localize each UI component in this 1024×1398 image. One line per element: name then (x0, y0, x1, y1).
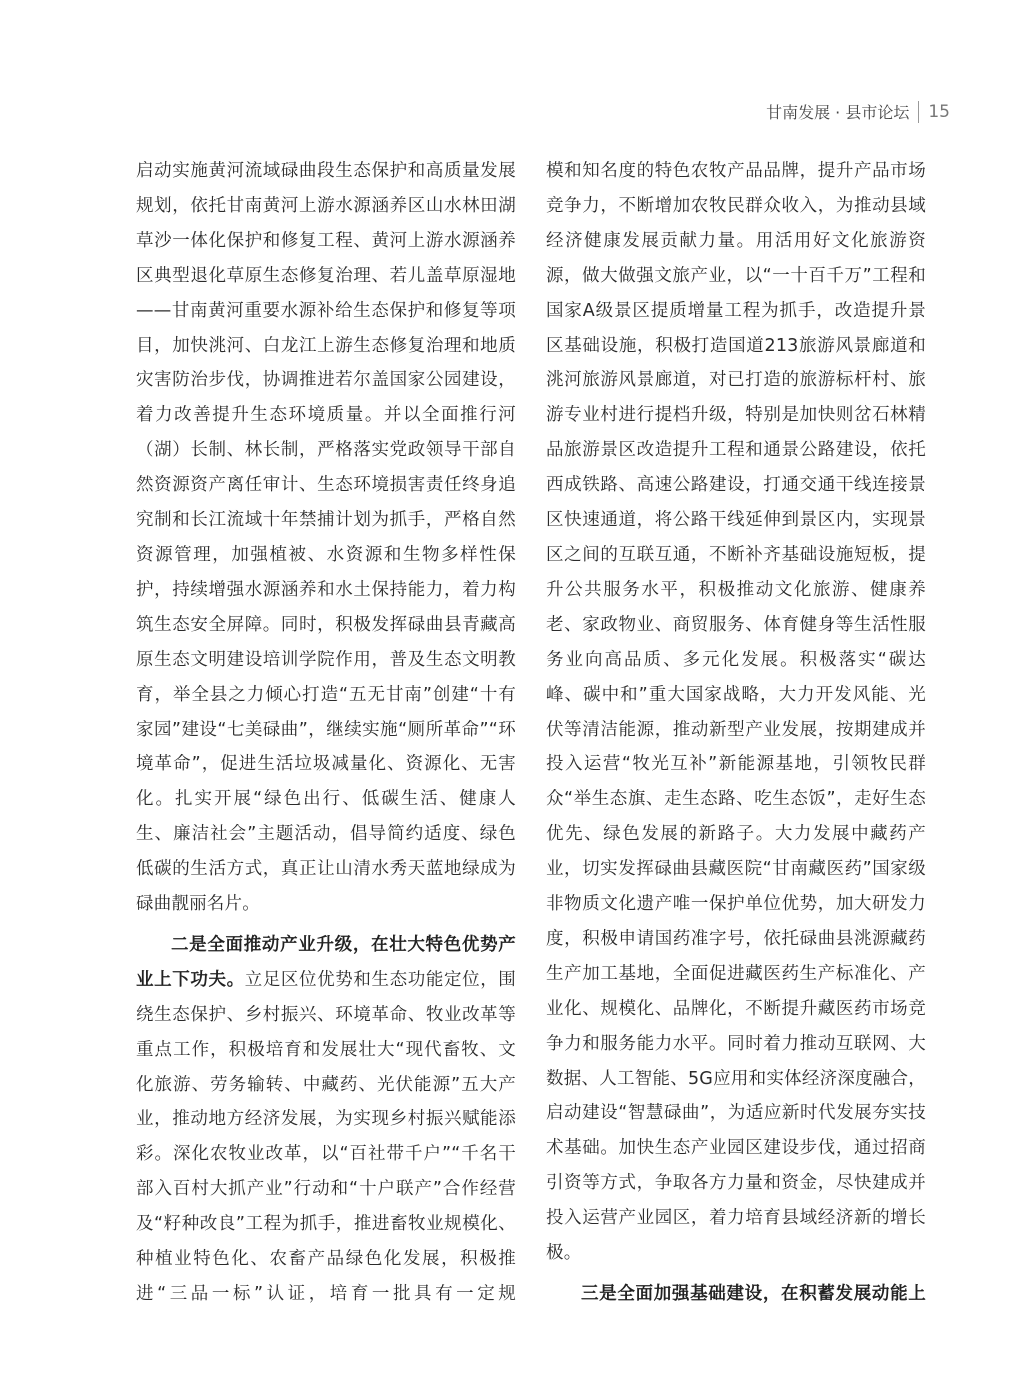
right-column (546, 154, 926, 1312)
header-title: 甘南发展 · 县市论坛 (766, 103, 910, 122)
header-divider (918, 101, 919, 123)
section-heading-industry: 二是全面推动产业升级，在壮大特色优势产业上下功夫。 (136, 934, 516, 990)
running-header (766, 100, 950, 123)
paragraph-industry-upgrade (136, 928, 516, 1312)
paragraph-infrastructure (546, 1277, 926, 1312)
paragraph-industry-text: 立足区位优势和生态功能定位，围绕生态保护、乡村振兴、环境革命、牧业改革等重点工作，积极培育和发展壮大“现代畜牧、文化旅游、劳务输转、中藏药、光伏能源”五大产业，推动地方经济发展，为实现乡村振兴赋能添彩。深化农牧业改革，以“百社带千户”“千名干部入百村大抓产业”行动和“十户联产”合作经营及“籽种改良”工程为抓手，推进畜牧业规模化、种植业特色化、农畜产品绿色化发展，积极推进“三品一标”认证，培育一批具有一定规 (136, 969, 517, 1304)
page-number: 15 (928, 101, 950, 122)
paragraph-ecology-continued: 启动实施黄河流域碌曲段生态保护和高质量发展规划，依托甘南黄河上游水源涵养区山水林田湖草沙一体化保护和修复工程、黄河上游水源涵养区典型退化草原生态修复治理、若儿盖草原湿地——甘南黄河重要水源补给生态保护和修复等项目，加快洮河、白龙江上游生态修复治理和地质灾害防治步伐，协调推进若尔盖国家公园建设，着力改善提升生态环境质量。并以全面推行河（湖）长制、林长制，严格落实党政领导干部自然资源资产离任审计、生态环境损害责任终身追究制和长江流域十年禁捕计划为抓手，严格自然资源管理，加强植被、水资源和生物多样性保护，持续增强水源涵养和水土保持能力，着力构筑生态安全屏障。同时，积极发挥碌曲县青藏高原生态文明建设培训学院作用，普及生态文明教育，举全县之力倾心打造“五无甘南”创建“十有家园”建设“七美碌曲”，继续实施“厕所革命”“环境革命”，促进生活垃圾减量化、资源化、无害化。扎实开展“绿色出行、低碳生活、健康人生、廉洁社会”主题活动，倡导简约适度、绿色低碳的生活方式，真正让山清水秀天蓝地绿成为碌曲靓丽名片。 (136, 161, 516, 915)
left-column (136, 154, 516, 1312)
paragraph-industry-continued: 模和知名度的特色农牧产品品牌，提升产品市场竞争力，不断增加农牧民群众收入，为推动县域经济健康发展贡献力量。用活用好文化旅游资源，做大做强文旅产业，以“一十百千万”工程和国家A级景区提质增量工程为抓手，改造提升景区基础设施，积极打造国道213旅游风景廊道和洮河旅游风景廊道，对已打造的旅游标杆村、旅游专业村进行提档升级，特别是加快则岔石林精品旅游景区改造提升工程和通景公路建设，依托西成铁路、高速公路建设，打通交通干线连接景区快速通道，将公路干线延伸到景区内，实现景区之间的互联互通，不断补齐基础设施短板，提升公共服务水平，积极推动文化旅游、健康养老、家政物业、商贸服务、体育健身等生活性服务业向高品质、多元化发展。积极落实“碳达峰、碳中和”重大国家战略，大力开发风能、光伏等清洁能源，推动新型产业发展，按期建成并投入运营“牧光互补”新能源基地，引领牧民群众“举生态旗、走生态路、吃生态饭”，走好生态优先、绿色发展的新路子。大力发展中藏药产业，切实发挥碌曲县藏医院“甘南藏医药”国家级非物质文化遗产唯一保护单位优势，加大研发力度，积极申请国药准字号，依托碌曲县洮源藏药生产加工基地，全面促进藏医药生产标准化、产业化、规模化、品牌化，不断提升藏医药市场竞争力和服务能力水平。同时着力推动互联网、大数据、人工智能、5G应用和实体经济深度融合，启动建设“智慧碌曲”，为适应新时代发展夯实技术基础。加快生态产业园区建设步伐，通过招商引资等方式，争取各方力量和资金，尽快建成并投入运营产业园区，着力培育县域经济新的增长极。 (546, 161, 926, 1264)
section-heading-infrastructure: 三是全面加强基础建设，在积蓄发展动能上 (581, 1284, 926, 1304)
